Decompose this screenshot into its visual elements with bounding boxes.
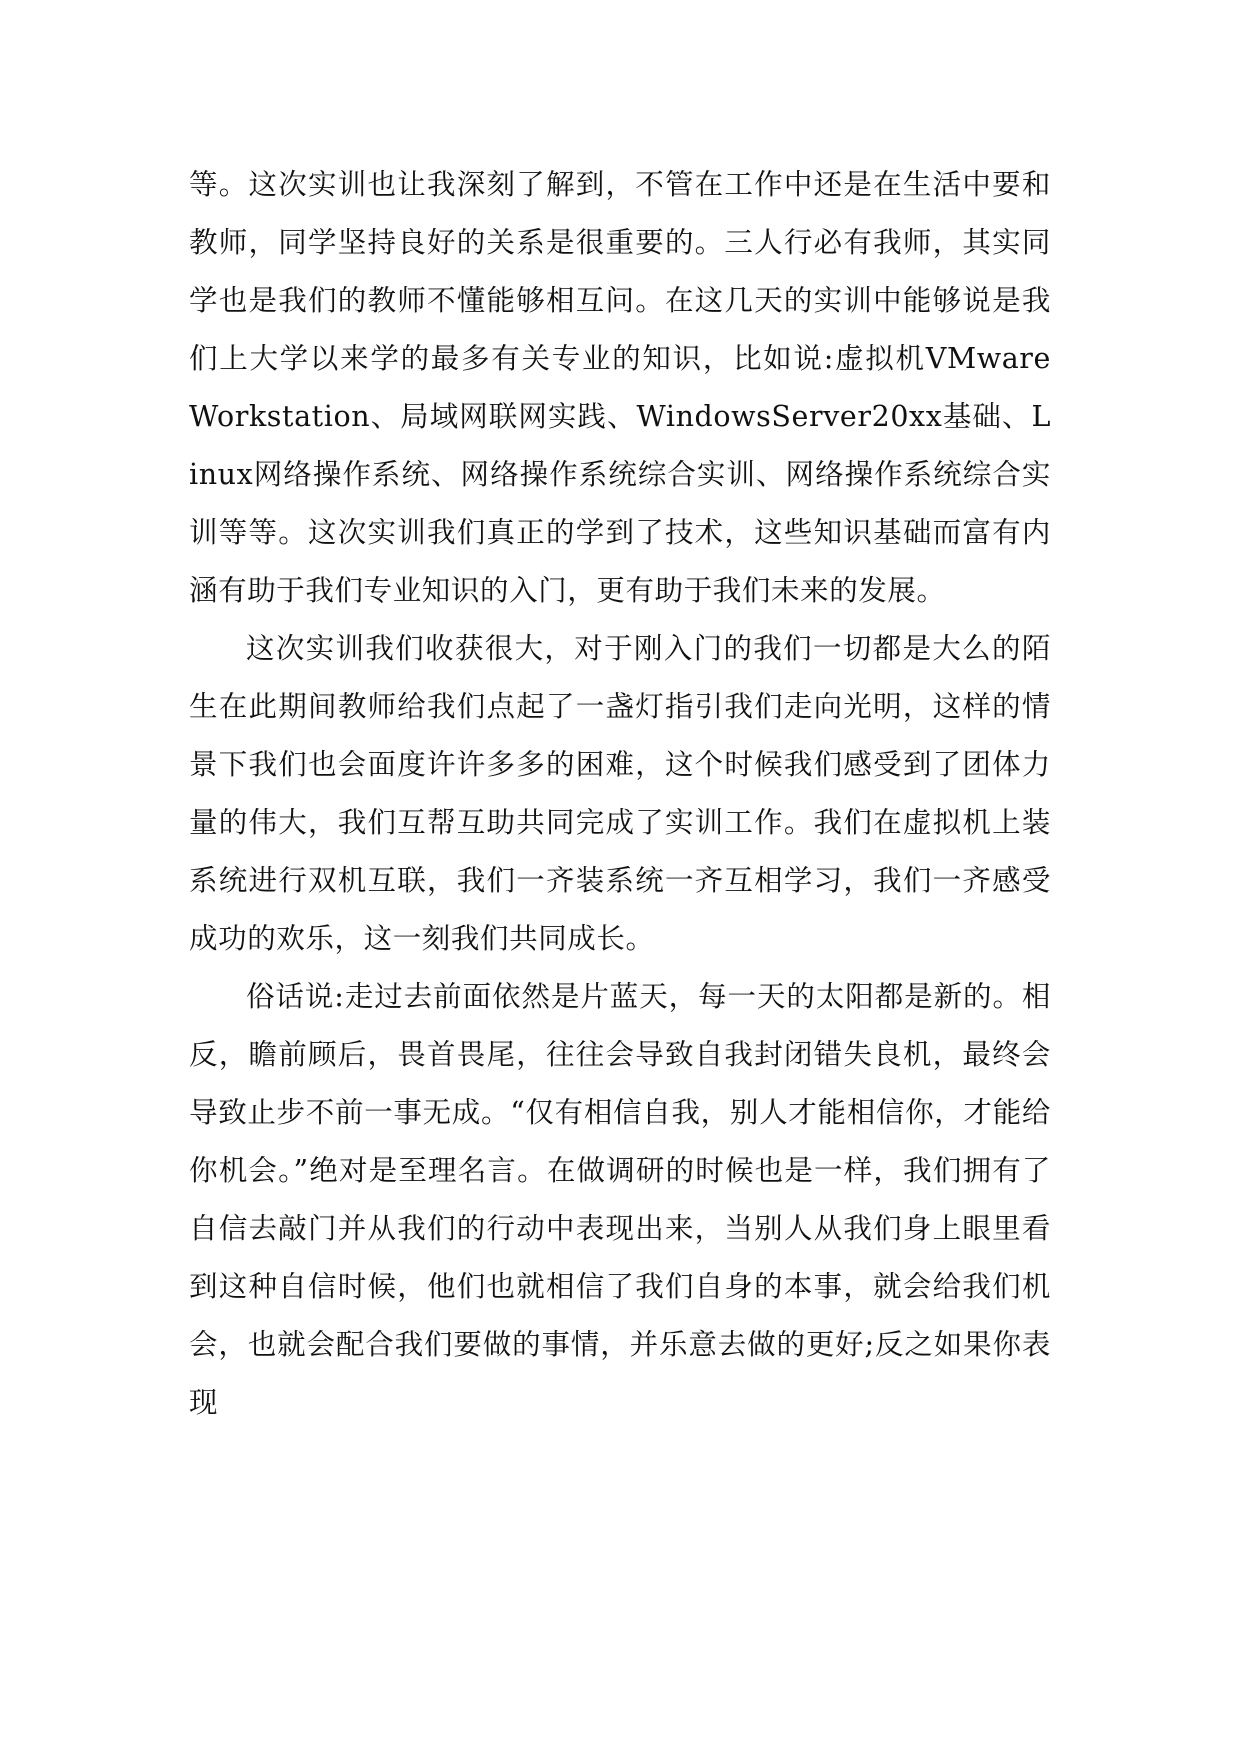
document-body — [189, 156, 1051, 1432]
paragraph-proverb-confidence: 俗话说:走过去前面依然是片蓝天，每一天的太阳都是新的。相反，瞻前顾后，畏首畏尾，往往会导致自我封闭错失良机，最终会导致止步不前一事无成。“仅有相信自我，别人才能相信你，才能给你机会。”绝对是至理名言。在做调研的时候也是一样，我们拥有了自信去敲门并从我们的行动中表现出来，当别人从我们身上眼里看到这种自信时候，他们也就相信了我们自身的本事，就会给我们机会，也就会配合我们要做的事情，并乐意去做的更好;反之如果你表现 — [189, 980, 1051, 1419]
paragraph-training-harvest: 这次实训我们收获很大，对于刚入门的我们一切都是大么的陌生在此期间教师给我们点起了一盏灯指引我们走向光明，这样的情景下我们也会面度许许多多的困难，这个时候我们感受到了团体力量的伟大，我们互帮互助共同完成了实训工作。我们在虚拟机上装系统进行双机互联，我们一齐装系统一齐互相学习，我们一齐感受成功的欢乐，这一刻我们共同成长。 — [189, 632, 1051, 955]
paragraph-continuation: 等。这次实训也让我深刻了解到，不管在工作中还是在生活中要和教师，同学坚持良好的关系是很重要的。三人行必有我师，其实同学也是我们的教师不懂能够相互问。在这几天的实训中能够说是我们上大学以来学的最多有关专业的知识，比如说:虚拟机VMwareWorkstation、局域网联网实践、WindowsServer20xx基础、Linux网络操作系统、网络操作系统综合实训、网络操作系统综合实训等等。这次实训我们真正的学到了技术，这些知识基础而富有内涵有助于我们专业知识的入门，更有助于我们未来的发展。 — [189, 168, 1051, 607]
